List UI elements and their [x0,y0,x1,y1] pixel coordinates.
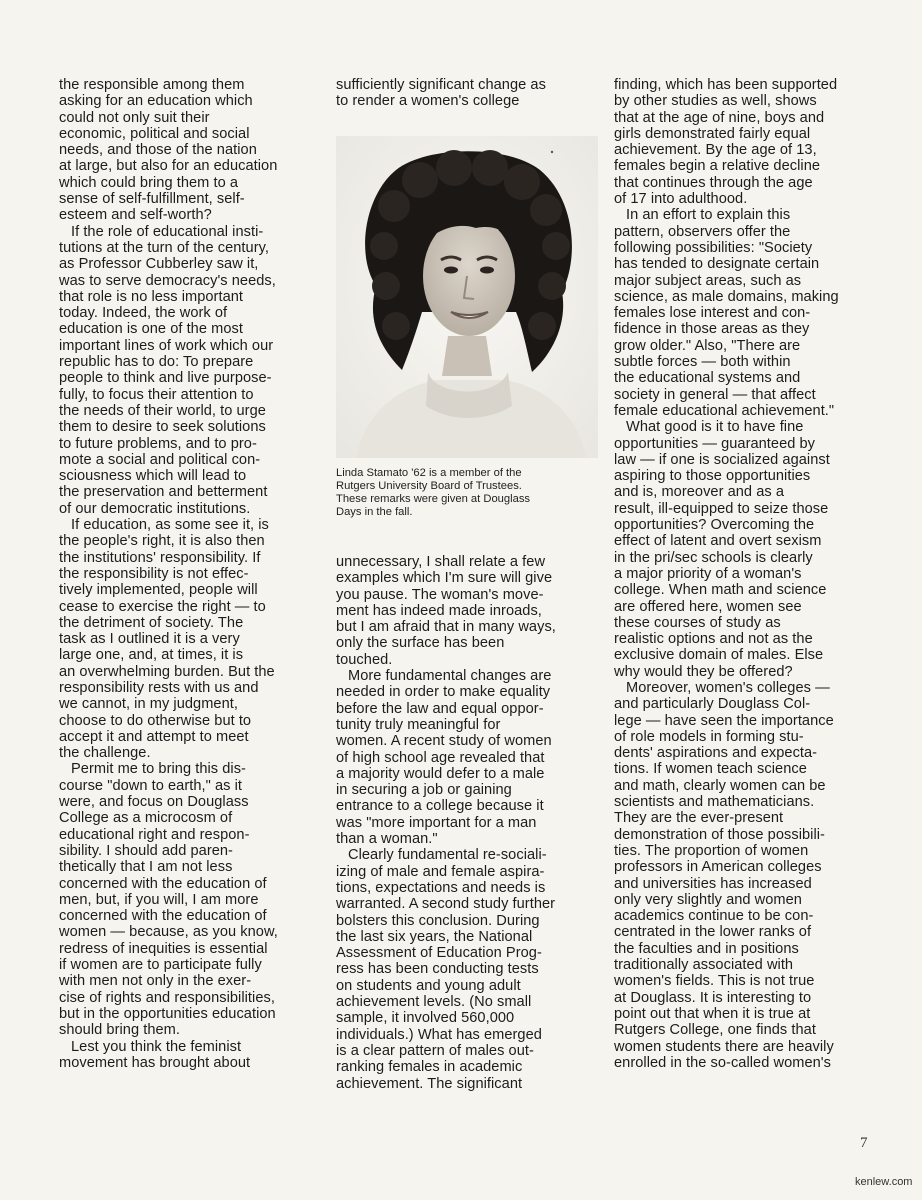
text-line: fidence in those areas as they [614,321,810,338]
text-line: females begin a relative decline [614,158,821,175]
text-line: College as a microcosm of [59,810,233,827]
text-line: than a woman." [336,831,438,848]
text-line: Moreover, women's colleges — [626,679,830,696]
text-line: izing of male and female aspira- [336,863,545,880]
text-line: but in the opportunities education [59,1005,276,1022]
text-line: tunity truly meaningful for [336,716,501,733]
text-line: that continues through the age [614,174,813,191]
text-line: touched. [336,651,393,668]
text-line: females lose interest and con- [614,305,811,322]
text-line: movement has brought about [59,1054,251,1071]
text-line: why would they be offered? [614,663,793,680]
text-line: scientists and mathematicians. [614,794,815,811]
text-line: and math, clearly women can be [614,777,826,794]
text-line: to render a women's college [336,93,520,110]
text-line: are offered here, women see [614,598,802,615]
text-line: educational right and respon- [59,826,250,843]
text-line: centrated in the lower ranks of [614,924,812,941]
text-line: in the pri/sec schools is clearly [614,549,813,566]
text-line: a majority would defer to a male [336,765,545,782]
text-line: to future problems, and to pro- [59,435,257,452]
text-line: as Professor Cubberley saw it, [59,256,259,273]
text-line: and universities has increased [614,875,812,892]
text-line: the institutions' responsibility. If [59,549,261,566]
text-line: women's fields. This is not true [614,973,815,990]
column-2-bottom [336,554,604,1092]
text-line: in securing a job or gaining [336,782,512,799]
text-line: the faculties and in positions [614,940,799,957]
text-line: sciousness which will lead to [59,468,247,485]
text-line: cease to exercise the right — to [59,598,266,615]
text-line: demonstration of those possibili- [614,826,825,843]
text-line: today. Indeed, the work of [59,305,228,322]
text-line: Linda Stamato '62 is a member of the [336,467,522,479]
text-line: women. A recent study of women [336,733,552,750]
text-line: cise of rights and responsibilities, [59,989,275,1006]
text-line: achievement. The significant [336,1075,523,1092]
text-line: Clearly fundamental re-sociali- [348,847,547,864]
text-line: the educational systems and [614,370,801,387]
text-line: result, ill-equipped to seize those [614,500,829,517]
text-line: In an effort to explain this [626,207,791,224]
text-line: academics continue to be con- [614,908,814,925]
text-line: by other studies as well, shows [614,93,817,110]
text-line: girls demonstrated fairly equal [614,125,811,142]
text-line: ties. The proportion of women [614,842,809,859]
text-line: grow older." Also, "There are [614,337,801,354]
text-line: sufficiently significant change as [336,77,546,93]
text-line: redress of inequities is essential [59,940,268,957]
portrait-photo [336,136,598,458]
text-line: opportunities? Overcoming the [614,517,815,534]
text-line: the last six years, the National [336,928,533,945]
text-line: college. When math and science [614,582,827,599]
photo-caption [336,467,598,519]
text-line: the preservation and betterment [59,484,268,501]
text-line: realistic options and not as the [614,631,813,648]
text-line: achievement levels. (No small [336,994,532,1011]
text-line: Lest you think the feminist [71,1038,242,1055]
column-3 [614,77,886,1071]
text-line: effect of latent and overt sexism [614,533,822,550]
text-line: of our democratic institutions. [59,500,251,517]
text-line: unnecessary, I shall relate a few [336,554,546,570]
text-line: aspiring to those opportunities [614,468,811,485]
text-line: choose to do otherwise but to [59,712,252,729]
text-line: task as I outlined it is a very [59,631,240,648]
column-1 [59,77,324,1071]
text-line: large one, and, at times, it is [59,647,244,664]
text-line: needs, and those of the nation [59,142,257,159]
text-line: ress has been conducting tests [336,961,539,978]
text-line: pattern, observers offer the [614,223,791,240]
text-line: traditionally associated with [614,957,794,974]
text-line: tutions at the turn of the century, [59,239,269,256]
text-line: concerned with the education of [59,875,267,892]
text-line: following possibilities: "Society [614,239,813,256]
text-line: of role models in forming stu- [614,728,804,745]
text-line: if women are to participate fully [59,957,262,974]
text-line: professors in American colleges [614,859,822,876]
page-number: 7 [860,1135,868,1151]
text-line: at Douglass. It is interesting to [614,989,812,1006]
text-line: accept it and attempt to meet [59,728,249,745]
text-line: law — if one is socialized against [614,451,830,468]
text-line: a major priority of a woman's [614,565,802,582]
text-line: the people's right, it is also then [59,533,265,550]
portrait-illustration [336,136,598,458]
text-line: major subject areas, such as [614,272,802,289]
text-line: If the role of educational insti- [71,223,264,240]
text-line: finding, which has been supported [614,77,838,93]
text-line: but I am afraid that in many ways, [336,619,556,636]
text-line: responsibility rests with us and [59,679,259,696]
text-line: that at the age of nine, boys and [614,109,825,126]
text-line: esteem and self-worth? [59,207,212,224]
text-line: asking for an education which [59,93,253,110]
text-line: at large, but also for an education [59,158,278,175]
text-line: Rutgers University Board of Trustees. [336,480,522,492]
text-line: were, and focus on Douglass [59,794,249,811]
text-line: the responsibility is not effec- [59,565,249,582]
text-line: ment has indeed made inroads, [336,602,542,619]
text-line: we cannot, in my judgment, [59,696,238,713]
text-line: the detriment of society. The [59,614,244,631]
text-line: thetically that I am not less [59,859,233,876]
column-2-top [336,77,604,110]
text-line: that role is no less important [59,288,244,305]
text-line: These remarks were given at Douglass [336,493,531,505]
text-line: society in general — that affect [614,386,816,403]
text-line: Permit me to bring this dis- [71,761,246,778]
text-line: was to serve democracy's needs, [59,272,276,289]
text-line: Days in the fall. [336,506,413,518]
text-line: concerned with the education of [59,908,267,925]
text-line: dents' aspirations and expecta- [614,745,818,762]
text-line: an overwhelming burden. But the [59,663,275,680]
text-line: sense of self-fulfillment, self- [59,191,245,208]
text-line: people to think and live purpose- [59,370,272,387]
text-line: female educational achievement." [614,402,835,419]
text-line: individuals.) What has emerged [336,1026,542,1043]
text-line: men, but, if you will, I am more [59,891,259,908]
text-line: was "more important for a man [336,814,537,831]
text-line: Assessment of Education Prog- [336,945,542,962]
text-line: with men not only in the exer- [59,973,252,990]
text-line: and is, moreover and as a [614,484,784,501]
text-line: the needs of their world, to urge [59,402,266,419]
text-line: of high school age revealed that [336,749,545,766]
text-line: enrolled in the so-called women's [614,1054,831,1071]
text-line: lege — have seen the importance [614,712,834,729]
text-line: only very slightly and women [614,891,802,908]
text-line: science, as male domains, making [614,288,839,305]
text-line: education is one of the most [59,321,243,338]
text-line: bolsters this conclusion. During [336,912,540,929]
text-line: has tended to designate certain [614,256,820,273]
text-line: What good is it to have fine [626,419,804,436]
text-line: sibility. I should add paren- [59,842,233,859]
text-line: exclusive domain of males. Else [614,647,824,664]
text-line: these courses of study as [614,614,781,631]
text-line: subtle forces — both within [614,354,791,371]
text-line: opportunities — guaranteed by [614,435,816,452]
text-line: which could bring them to a [59,174,239,191]
text-line: economic, political and social [59,125,250,142]
text-line: important lines of work which our [59,337,274,354]
text-line: needed in order to make equality [336,684,551,701]
text-line: fully, to focus their attention to [59,386,254,403]
text-line: women students there are heavily [614,1038,834,1055]
text-line: They are the ever-present [614,810,784,827]
text-line: Rutgers College, one finds that [614,1022,816,1039]
text-line: achievement. By the age of 13, [614,142,817,159]
text-line: warranted. A second study further [336,896,556,913]
text-line: mote a social and political con- [59,451,261,468]
site-watermark: kenlew.com [855,1176,913,1188]
text-line: If education, as some see it, is [71,517,269,534]
text-line: women — because, as you know, [59,924,278,941]
text-line: the responsible among them [59,77,245,93]
text-line: tions. If women teach science [614,761,807,778]
text-line: ranking females in academic [336,1059,523,1076]
text-line: point out that when it is true at [614,1005,811,1022]
text-line: course "down to earth," as it [59,777,242,794]
text-line: and particularly Douglass Col- [614,696,811,713]
text-line: is a clear pattern of males out- [336,1042,534,1059]
text-line: tions, expectations and needs is [336,879,546,896]
text-line: entrance to a college because it [336,798,544,815]
text-line: before the law and equal oppor- [336,700,544,717]
text-line: sample, it involved 560,000 [336,1010,515,1027]
text-line: of 17 into adulthood. [614,191,748,208]
text-line: them to desire to seek solutions [59,419,266,436]
text-line: examples which I'm sure will give [336,570,553,587]
text-line: only the surface has been [336,635,505,652]
text-line: More fundamental changes are [348,668,552,685]
text-line: tively implemented, people will [59,582,258,599]
text-line: republic has to do: To prepare [59,354,254,371]
text-line: the challenge. [59,745,151,762]
text-line: on students and young adult [336,977,521,994]
text-line: you pause. The woman's move- [336,586,544,603]
text-line: could not only suit their [59,109,210,126]
text-line: should bring them. [59,1022,180,1039]
